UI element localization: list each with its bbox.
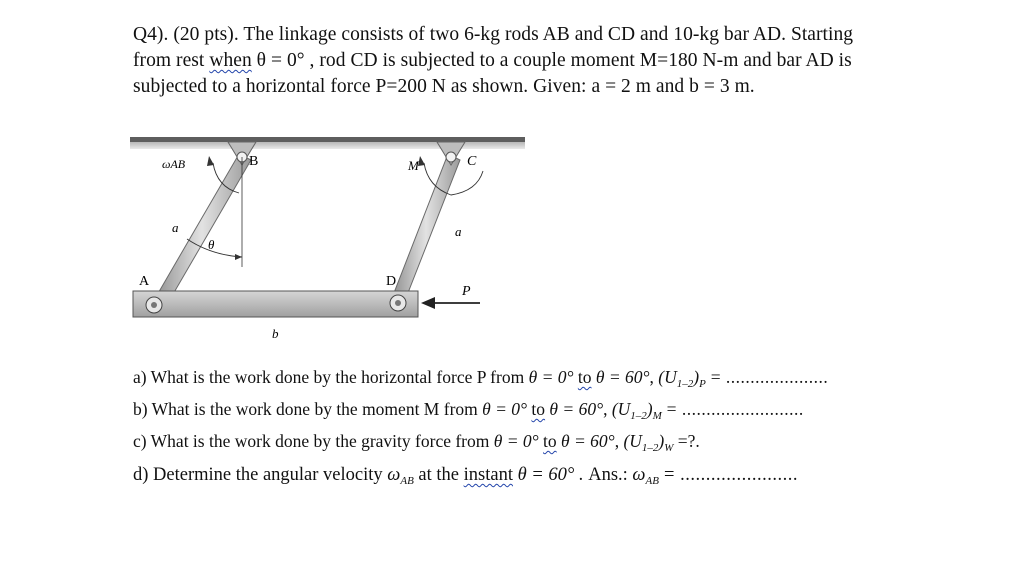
question-a-u-end: )	[693, 367, 700, 387]
pin-A	[146, 297, 162, 313]
question-c-u-end: )	[658, 431, 665, 451]
moment-arrowhead	[418, 156, 425, 166]
pin-bracket-C	[437, 142, 465, 165]
question-c-answer: =?.	[673, 431, 700, 451]
label-B: B	[249, 154, 259, 169]
question-b-u-end: )	[646, 399, 653, 419]
theta-arrowhead	[235, 254, 242, 260]
question-c-to: to	[543, 431, 557, 451]
question-b-theta-start: θ = 0°	[482, 399, 528, 419]
question-d-omega-answer	[632, 465, 659, 485]
bar-AD	[133, 291, 418, 317]
label-D: D	[386, 274, 397, 289]
problem-line-2	[133, 48, 983, 74]
question-c-u-sub: 1–2	[641, 442, 659, 454]
label-C: C	[467, 154, 477, 169]
question-a: a) What is the work done by the horizontal force P from θ = 0° to θ = 60°, $(U_{1-2})_P$ = .....................	[133, 367, 829, 390]
problem-line-1: Q4). (20 pts). The linkage consists of two 6-kg rods AB and CD and 10-kg bar AD. Starting	[133, 24, 854, 45]
question-d-text: d) Determine the angular velocity	[133, 465, 388, 485]
problem-line-3: subjected to a horizontal force P=200 N as shown. Given: a = 2 m and b = 3 m.	[133, 76, 755, 97]
question-b-to: to	[531, 399, 546, 419]
question-d	[133, 465, 798, 487]
problem-line-2-end: θ = 0° , rod CD is subjected to a couple moment M=180 N-m and bar AD is	[251, 50, 852, 71]
question-c-u-sub2: W	[664, 442, 674, 454]
label-theta: θ	[208, 237, 215, 252]
question-a-u: (U	[658, 367, 677, 387]
spellcheck-word-when: when	[209, 50, 252, 71]
ceiling-support	[130, 137, 525, 149]
question-d-instant: instant	[463, 465, 513, 485]
question-b-u-sub: 1–2	[630, 410, 647, 422]
rod-AB	[153, 154, 251, 308]
question-b: b) What is the work done by the moment M from θ = 0° to θ = 60°, $(U_{1-2})_M$ = .........................	[133, 399, 804, 422]
label-a-left: a	[172, 220, 179, 235]
question-b-u-sub2: M	[652, 410, 662, 422]
question-c-theta-start: θ = 0°	[493, 431, 539, 451]
question-a-u-sub: 1–2	[676, 378, 694, 390]
question-d-omega	[387, 465, 414, 485]
problem-line-2-start: from rest	[133, 50, 210, 71]
question-a-text: a) What is the work done by the horizontal force P from	[133, 367, 529, 387]
pin-D	[390, 295, 406, 311]
question-b-theta-end: θ = 60°	[549, 399, 604, 419]
label-omega-AB: ωAB	[162, 157, 186, 171]
question-d-theta: θ = 60° .	[512, 465, 584, 485]
question-a-to: to	[577, 367, 592, 387]
question-d-at-the: at the	[413, 465, 464, 485]
question-c-text: c) What is the work done by the gravity force from	[133, 431, 494, 451]
question-a-u-sub2: P	[699, 378, 706, 390]
question-d-omega-symbol: ω	[387, 465, 401, 485]
question-d-omega2-symbol: ω	[632, 465, 646, 485]
question-a-theta-end: θ = 60°	[595, 367, 650, 387]
label-A: A	[139, 274, 150, 289]
label-P: P	[462, 284, 471, 299]
linkage-figure	[125, 125, 545, 350]
question-a-theta-start: θ = 0°	[528, 367, 574, 387]
question-d-omega-sub: AB	[400, 475, 414, 487]
question-a-work-symbol	[658, 367, 706, 390]
question-a-answer-blank: = .....................	[705, 367, 829, 387]
question-c-u: (U	[623, 431, 642, 451]
question-d-omega2-sub: AB	[645, 475, 659, 487]
question-b-work-symbol	[611, 399, 662, 422]
question-d-answer-blank: = .......................	[658, 465, 798, 485]
omega-arrowhead	[207, 156, 214, 166]
question-b-answer-blank: = .........................	[661, 399, 804, 419]
rod-CD	[392, 154, 460, 303]
question-b-text: b) What is the work done by the moment M from	[133, 399, 483, 419]
label-a-right: a	[455, 224, 462, 239]
question-d-ans-label: Ans.:	[583, 465, 633, 485]
question-c-work-symbol	[623, 431, 674, 454]
question-c-theta-end: θ = 60°	[561, 431, 615, 451]
question-b-u: (U	[611, 399, 631, 419]
label-b: b	[272, 326, 279, 341]
question-c: c) What is the work done by the gravity force from θ = 0° to θ = 60°, $(U_{1-2})_W$ =?.	[133, 431, 700, 454]
label-M: M	[408, 158, 419, 173]
force-P-arrow	[421, 297, 480, 309]
problem-statement	[133, 22, 983, 100]
